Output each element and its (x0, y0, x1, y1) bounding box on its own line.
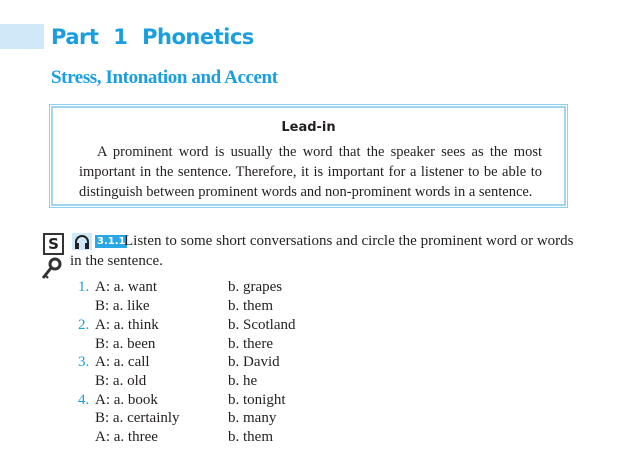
option-a[interactable]: B: a. certainly (95, 410, 180, 426)
option-a[interactable]: A: a. call (95, 354, 150, 370)
key-icon (40, 257, 62, 281)
headphones-icon[interactable] (72, 233, 92, 250)
option-b[interactable]: b. many (228, 410, 277, 426)
section-subtitle: Stress, Intonation and Accent (51, 67, 278, 88)
option-a[interactable]: B: a. old (95, 373, 147, 389)
option-b[interactable]: b. Scotland (228, 317, 296, 333)
option-b[interactable]: b. he (228, 373, 258, 389)
section-tab-marker (0, 24, 44, 49)
option-a[interactable]: A: a. think (95, 317, 159, 333)
instruction-text-continued: in the sentence. (70, 253, 163, 269)
item-number: 4. (78, 392, 90, 408)
option-a[interactable]: A: a. book (95, 392, 158, 408)
option-a[interactable]: A: a. want (95, 279, 158, 295)
lead-in-box (49, 104, 568, 208)
item-number: 3. (78, 354, 90, 370)
option-b[interactable]: b. tonight (228, 392, 286, 408)
option-b[interactable]: b. David (228, 354, 280, 370)
option-a[interactable]: B: a. like (95, 298, 150, 314)
instruction-text: Listen to some short conversations and circle the prominent word or words (124, 233, 574, 249)
item-number: 2. (78, 317, 90, 333)
option-b[interactable]: b. there (228, 336, 273, 352)
speaking-icon: S (43, 233, 64, 255)
option-a[interactable]: B: a. been (95, 336, 156, 352)
option-b[interactable]: b. grapes (228, 279, 283, 295)
lead-in-text: A prominent word is usually the word that the speaker sees as the most important in the sentence. Therefore, it is important for a listener to be able to distinguish between prominent words and non-prominent words in a sentence. (79, 144, 542, 200)
item-number: 1. (78, 279, 90, 295)
option-a[interactable]: A: a. three (95, 429, 158, 445)
part-heading: Part 1 Phonetics (51, 25, 254, 49)
option-b[interactable]: b. them (228, 429, 273, 445)
audio-track-badge[interactable]: 3.1.1 (97, 236, 126, 247)
option-b[interactable]: b. them (228, 298, 273, 314)
lead-in-heading: Lead-in (281, 120, 336, 135)
